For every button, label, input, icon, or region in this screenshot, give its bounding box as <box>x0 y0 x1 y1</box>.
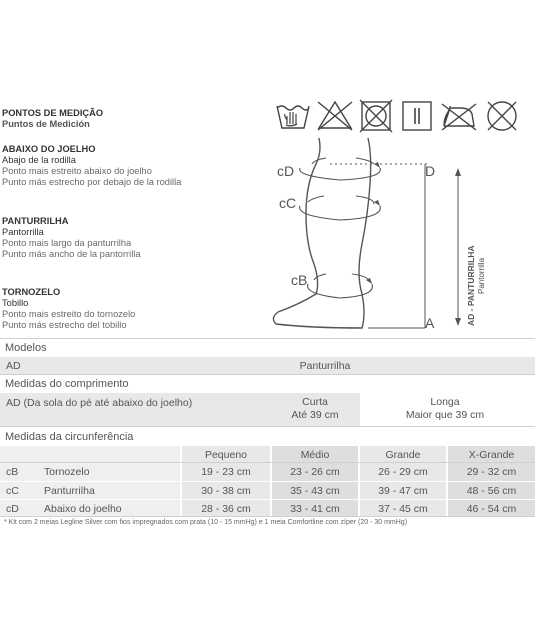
row-cb-xlarge: 29 - 32 cm <box>466 466 517 478</box>
ankle-title: TORNOZELO <box>2 287 61 297</box>
knee-desc-es: Punto más estrecho por debajo de la rodilla <box>2 177 182 187</box>
row-cc-small: 30 - 38 cm <box>201 485 251 497</box>
row-cc-large: 39 - 47 cm <box>378 485 428 497</box>
measure-points-subtitle: Puntos de Medición <box>2 119 90 129</box>
length-long-value: Maior que 39 cm <box>405 409 485 421</box>
length-desc: AD (Da sola do pé até abaixo do joelho) <box>6 397 193 409</box>
size-large: Grande <box>385 449 421 461</box>
footnote: * Kit com 2 meias Legline Silver com fios impregnados com prata (10 - 15 mmHg) e 1 meia Comfortline com zíper (20 - 30 mmHg) <box>4 519 408 526</box>
circ-header <box>0 429 535 445</box>
row-cd-small: 28 - 36 cm <box>201 503 251 515</box>
row-cc-name: Panturrilha <box>44 485 95 497</box>
no-iron-icon <box>442 104 476 130</box>
ankle-block <box>2 287 135 331</box>
row-cc-xlarge: 48 - 56 cm <box>466 485 517 497</box>
row-cb-medium: 23 - 26 cm <box>290 466 340 478</box>
circ-label: Medidas da circunferência <box>5 431 134 443</box>
ankle-desc-pt: Ponto mais estreito do tornozelo <box>2 309 136 319</box>
length-short-name: Curta <box>302 396 328 408</box>
models-header <box>0 340 535 356</box>
row-cc-code: cC <box>6 485 19 497</box>
calf-desc-es: Punto más ancho de la pantorrilla <box>2 249 141 259</box>
calf-desc-pt: Ponto mais largo da panturrilha <box>2 238 132 248</box>
no-dry-clean-icon <box>488 102 516 130</box>
length-header <box>0 376 535 392</box>
leg-measurement-figure <box>270 134 535 334</box>
drip-dry-icon <box>403 102 431 130</box>
cb-label: cB <box>291 272 308 288</box>
measure-points-title: PONTOS DE MEDIÇÃO <box>2 108 104 118</box>
length-short-value: Até 39 cm <box>291 409 339 421</box>
knee-title-es: Abajo de la rodilla <box>2 155 76 165</box>
knee-title: ABAIXO DO JOELHO <box>2 144 96 154</box>
no-tumble-dry-icon <box>360 100 392 132</box>
row-cd-xlarge: 46 - 54 cm <box>466 503 517 515</box>
knee-desc-pt: Ponto mais estreito abaixo do joelho <box>2 166 152 176</box>
row-cd-medium: 33 - 41 cm <box>290 503 340 515</box>
ankle-desc-es: Punto más estrecho del tobillo <box>2 320 127 330</box>
models-value: Panturrilha <box>299 360 351 372</box>
length-long-name: Longa <box>430 396 460 408</box>
row-cb-code: cB <box>6 466 19 478</box>
calf-title: PANTURRILHA <box>2 216 69 226</box>
row-cd-code: cD <box>6 503 19 515</box>
ankle-title-es: Tobillo <box>2 298 29 308</box>
knee-block <box>2 144 181 188</box>
length-label: Medidas do comprimento <box>5 378 129 390</box>
row-cb-small: 19 - 23 cm <box>201 466 251 478</box>
row-cb-name: Tornozelo <box>44 466 90 478</box>
d-label: D <box>425 163 436 179</box>
no-bleach-icon <box>318 102 352 130</box>
models-label: Modelos <box>5 342 47 354</box>
size-medium: Médio <box>300 449 330 461</box>
row-cb-large: 26 - 29 cm <box>378 466 428 478</box>
measure-points-block <box>2 108 103 130</box>
a-label: A <box>425 315 435 331</box>
height-sublabel: Pantorrilla <box>477 257 486 294</box>
size-small: Pequeno <box>204 449 248 461</box>
row-cc-medium: 35 - 43 cm <box>290 485 340 497</box>
hand-wash-icon <box>277 106 309 128</box>
size-xlarge: X-Grande <box>468 449 515 461</box>
calf-block <box>2 216 141 260</box>
cd-label: cD <box>277 163 295 179</box>
care-icons-row <box>274 98 530 134</box>
row-cd-name: Abaixo do joelho <box>44 503 122 515</box>
models-code: AD <box>6 360 21 372</box>
cc-label: cC <box>279 195 297 211</box>
calf-title-es: Pantorrilla <box>2 227 44 237</box>
row-cd-large: 37 - 45 cm <box>378 503 428 515</box>
height-label: AD - PANTURRILHA <box>466 245 476 326</box>
